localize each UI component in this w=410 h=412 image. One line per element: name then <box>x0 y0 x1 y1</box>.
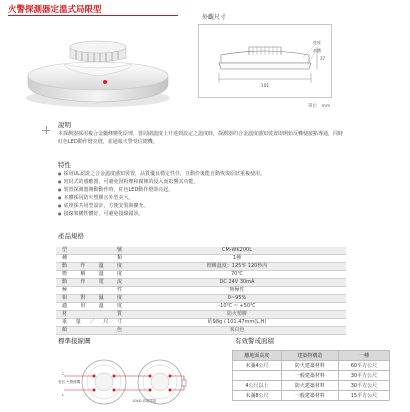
table-row <box>56 255 346 263</box>
area-cell: 30平方公尺 <box>338 371 389 381</box>
wiring-diagram <box>56 346 196 410</box>
area-cell: 60平方公尺 <box>338 361 389 371</box>
spec-key: 相對濕度 <box>56 295 128 303</box>
terminal-c-label: C <box>62 372 65 376</box>
column-header: 建築物構造 <box>281 351 338 361</box>
spec-value: 約98g / 101.47mm(L,H) <box>128 319 346 327</box>
list-item: ● 採用UL認證之合金溫度感知裝置，品質優良穩定性佳，且動作後能自動恢復原狀重複使用。 <box>58 170 344 178</box>
table-row <box>56 279 346 287</box>
spec-value: 70℃ <box>128 271 346 279</box>
description-text: 本探測器採用複合金屬條變化原理，當周圍溫度上升達到設定之溫度時，探測器的合金溫度感知裝置即開始反轉使接點導通，同時紅色LED動作燈亮燈，並通報火警受信總機。 <box>58 131 344 145</box>
table-row <box>56 295 346 303</box>
protection-table <box>232 350 390 401</box>
spec-key: 型號 <box>56 247 128 255</box>
structure-cell: 一般建築材料 <box>281 371 338 381</box>
width-label: 101 <box>260 84 270 89</box>
table-row <box>56 247 346 255</box>
list-item: ● 裝置探測器開動動作時，紅色LED動作燈即亮起。 <box>58 186 344 194</box>
dimension-title: 外觀尺寸 <box>202 14 227 21</box>
description-title: 說明 <box>58 121 71 129</box>
structure-cell: 防火建築材料 <box>281 361 338 371</box>
specs-title: 產品規格 <box>58 232 84 240</box>
outline-base <box>219 63 311 69</box>
product-photo <box>18 20 178 112</box>
table-row <box>56 263 346 271</box>
page-title: 火警探測器定溫式局限型 <box>8 5 102 15</box>
list-item: ● 接線架構性體好，可避免接線錯誤。 <box>58 210 344 218</box>
list-item: ● 本體採用防火塑膠且外型美大。 <box>58 194 344 202</box>
spec-key: 顏色 <box>56 327 128 335</box>
spec-key: 動作溫度 <box>56 263 128 271</box>
table-row <box>56 319 346 327</box>
column-header: 一種 <box>338 351 389 361</box>
height-cell: 未滿8公尺 <box>233 391 282 401</box>
spec-value: 無極性 <box>128 287 346 295</box>
height-cell: 未滿4公尺 <box>233 361 282 371</box>
height-cell <box>233 371 282 381</box>
feature-list <box>58 170 344 218</box>
body-callout: 底座 <box>313 40 321 45</box>
table-row <box>56 271 346 279</box>
table-row <box>56 303 346 311</box>
table-header-row <box>233 351 390 361</box>
spec-key: 適用溫度 <box>56 303 128 311</box>
detector-unit-right <box>138 360 182 404</box>
title-divider <box>8 15 178 16</box>
spec-value: CM-WK200L <box>128 247 346 255</box>
table-row <box>56 287 346 295</box>
structure-cell: 防火建築材料 <box>281 381 338 391</box>
resistor-label: 10KΩ 終端電阻 <box>132 399 157 403</box>
spec-key: 材質 <box>56 311 128 319</box>
spec-key: 標稱溫度 <box>56 271 128 279</box>
spec-key: 重量／尺寸 <box>56 319 128 327</box>
wiring-drawing <box>56 346 196 410</box>
crosshair-mark-icon <box>42 126 50 134</box>
spec-key: 極性 <box>56 287 128 295</box>
list-item: ● 密封式的感應器，可避免因粉塵和腐蝕的侵入而影響其功能。 <box>58 178 344 186</box>
spec-key: 種類 <box>56 255 128 263</box>
detector-illustration <box>18 20 178 112</box>
spec-value: 0~95% <box>128 295 346 303</box>
table-row <box>233 391 390 401</box>
table-row <box>233 361 390 371</box>
table-row <box>56 327 346 335</box>
area-cell: 15平方公尺 <box>338 391 389 401</box>
spec-value: 1種 <box>128 255 346 263</box>
spec-value: DC 24V 30mA <box>128 279 346 287</box>
spec-table <box>56 247 346 335</box>
structure-cell: 一般建築材料 <box>281 391 338 401</box>
height-label: 37 <box>320 56 326 61</box>
panel-label: 受信 火警總機 <box>58 380 81 384</box>
list-item: ● 底座採共用型設計，方便安裝與擴充。 <box>58 202 344 210</box>
base-callout: 本體 <box>313 48 321 53</box>
resistor-icon <box>182 380 186 386</box>
led-indicator-icon <box>103 80 107 84</box>
spec-value: 米白色 <box>128 327 346 335</box>
table-row <box>233 371 390 381</box>
spec-value: -10℃ ~ +50℃ <box>128 303 346 311</box>
unit-note: 單位：mm <box>308 104 331 109</box>
table-row <box>233 381 390 391</box>
height-cell: 4公尺以上 <box>233 381 282 391</box>
spec-key: 動作電流 <box>56 279 128 287</box>
wiring-title: 標準接線圖 <box>58 337 91 345</box>
area-cell: 30平方公尺 <box>338 381 389 391</box>
table-row <box>56 311 346 319</box>
dimension-diagram <box>198 24 332 98</box>
detector-unit-left <box>82 360 126 404</box>
terminal-l-label: L <box>62 393 64 397</box>
features-title: 特性 <box>58 161 71 169</box>
protection-title: 有效警戒面積 <box>235 337 274 345</box>
column-header: 離地面高度 <box>233 351 282 361</box>
dimension-drawing <box>199 25 331 97</box>
spec-value: 防火塑膠 <box>128 311 346 319</box>
spec-value: 標稱溫度：125℉ 120秒內 <box>128 263 346 271</box>
cage-top <box>70 41 126 53</box>
